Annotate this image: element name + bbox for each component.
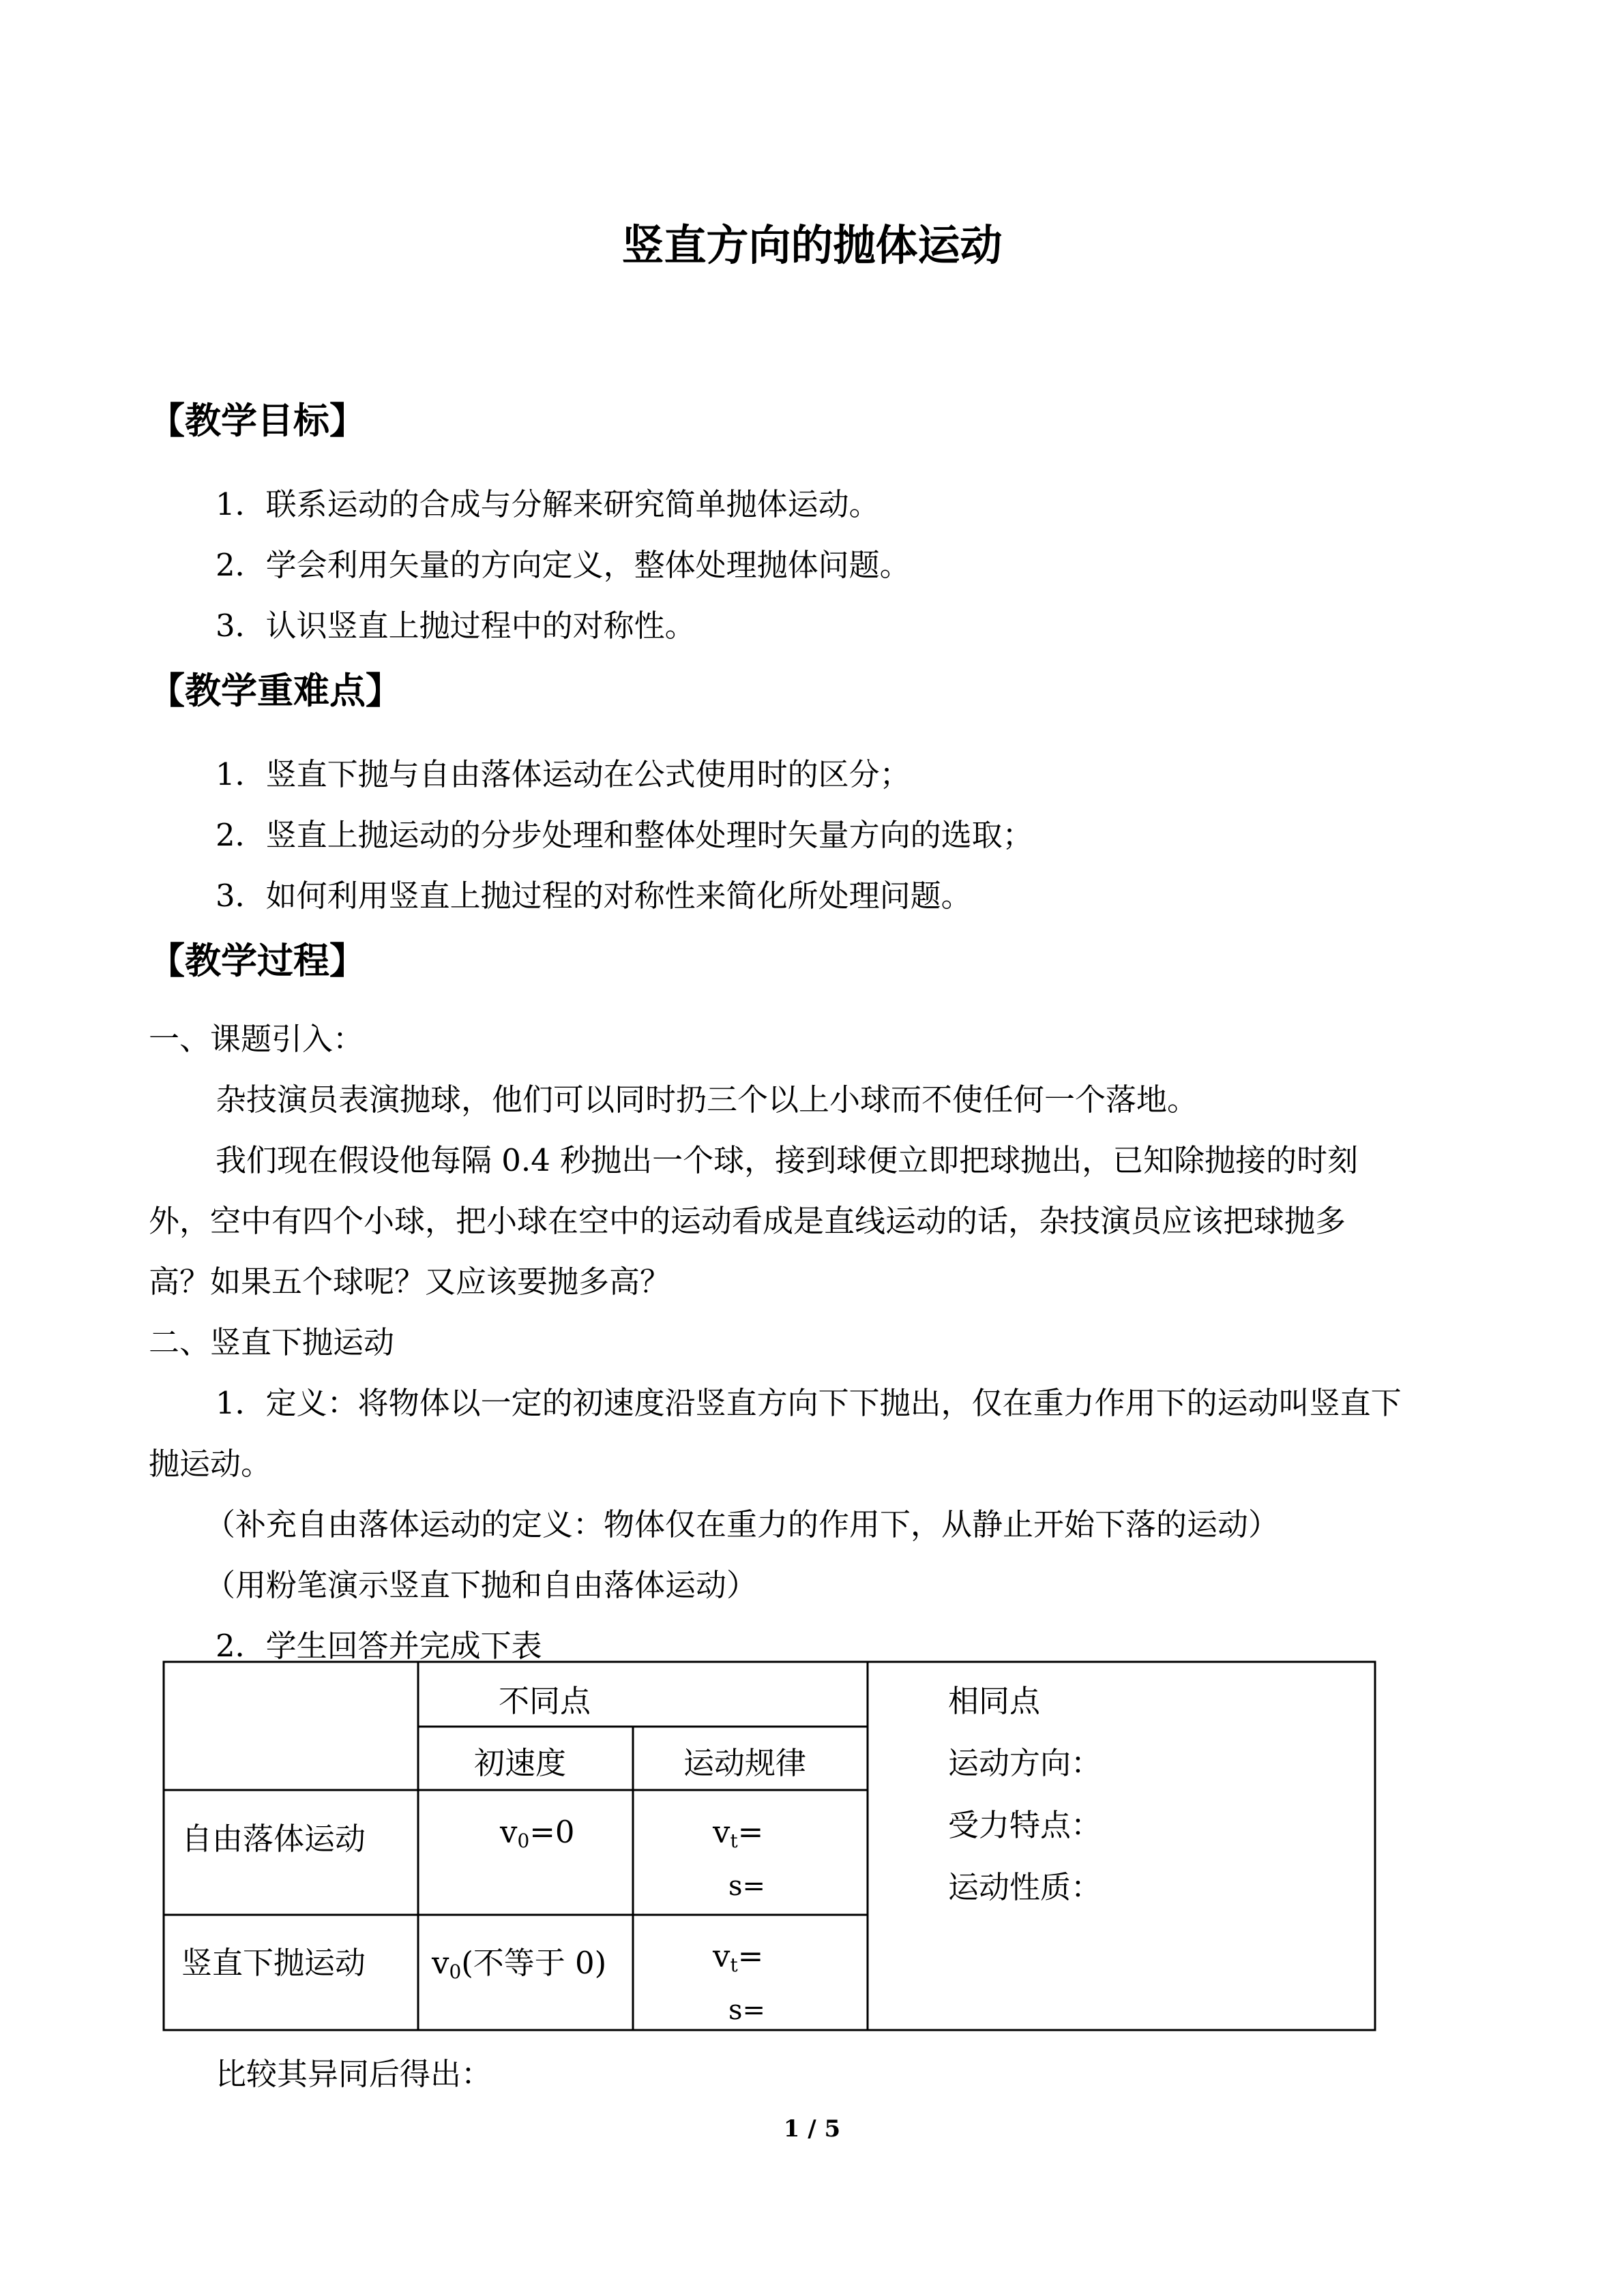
down-throw-s: s= [728, 1995, 766, 2026]
page-title: 竖直方向的抛体运动 [621, 220, 1003, 270]
same-direction: 运动方向： [948, 1745, 1102, 1781]
table-header-diff: 不同点 [499, 1683, 591, 1719]
definition-text: 1．定义：将物体以一定的初速度沿竖直方向下下抛出，仅在重力作用下的运动叫竖直下 [216, 1385, 1402, 1421]
section-title: 二、竖直下抛运动 [149, 1324, 395, 1360]
row-vertical-down-throw: 竖直下抛运动 [181, 1945, 366, 1981]
same-nature: 运动性质： [948, 1869, 1102, 1905]
intro-paragraph: 我们现在假设他每隔 0.4 秒抛出一个球，接到球便立即把球抛出，已知除抛接的时刻 [216, 1142, 1359, 1178]
page-number: 1 / 5 [783, 2115, 841, 2143]
goal-item: 3．认识竖直上抛过程中的对称性。 [216, 608, 696, 644]
key-point-item: 2．竖直上抛运动的分步处理和整体处理时矢量方向的选取； [216, 817, 1033, 853]
down-throw-vt: $v_t=$ [713, 1938, 764, 1976]
note-text: （补充自由落体运动的定义：物体仅在重力的作用下，从静止开始下落的运动） [205, 1506, 1280, 1542]
key-points-heading: 【教学重难点】 [149, 670, 402, 712]
goal-item: 2．学会利用矢量的方向定义，整体处理抛体问题。 [216, 547, 911, 583]
key-point-item: 1．竖直下抛与自由落体运动在公式使用时的区分； [216, 756, 911, 792]
goals-heading: 【教学目标】 [149, 400, 366, 442]
process-heading: 【教学过程】 [149, 940, 366, 982]
free-fall-s: s= [728, 1870, 766, 1902]
intro-paragraph: 高？如果五个球呢？又应该要抛多高？ [149, 1264, 671, 1300]
table-header-same: 相同点 [948, 1683, 1041, 1719]
down-throw-v0: $v_0$(不等于 0) [432, 1945, 607, 1983]
definition-text: 抛运动。 [149, 1446, 272, 1482]
table-header-law: 运动规律 [683, 1745, 807, 1781]
intro-title: 一、课题引入： [149, 1021, 364, 1057]
free-fall-vt: $v_t=$ [713, 1814, 764, 1852]
row-free-fall: 自由落体运动 [181, 1821, 366, 1857]
table-header-v0: 初速度 [474, 1745, 567, 1781]
compare-text: 比较其异同后得出： [216, 2056, 492, 2092]
free-fall-v0: $v_0=0$ [500, 1814, 575, 1852]
key-point-item: 3．如何利用竖直上抛过程的对称性来简化所处理问题。 [216, 878, 972, 914]
table-intro: 2．学生回答并完成下表 [216, 1628, 542, 1664]
intro-paragraph: 外，空中有四个小球，把小球在空中的运动看成是直线运动的话，杂技演员应该把球抛多 [149, 1203, 1346, 1239]
same-force: 受力特点： [948, 1807, 1102, 1843]
intro-paragraph: 杂技演员表演抛球，他们可以同时扔三个以上小球而不使任何一个落地。 [216, 1082, 1198, 1118]
goal-item: 1．联系运动的合成与分解来研究简单抛体运动。 [216, 486, 880, 522]
note-text: （用粉笔演示竖直下抛和自由落体运动） [205, 1567, 758, 1603]
